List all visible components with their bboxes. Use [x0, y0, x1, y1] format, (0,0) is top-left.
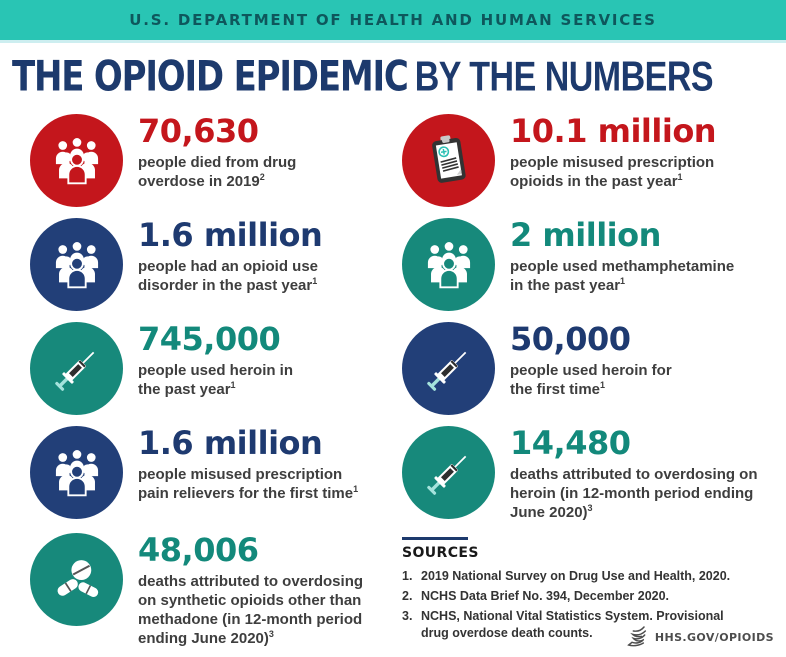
stat-description: people misused prescription opioids in the past year$^1$ [510, 154, 715, 191]
syringe-icon [46, 338, 108, 400]
stat-text [510, 218, 750, 311]
stat-icon-circle [30, 322, 123, 415]
stat-item [30, 533, 402, 648]
footnote-marker: 3 [587, 503, 593, 514]
stat-item [30, 426, 402, 522]
title-emphasis: THE OPIOID EPIDEMIC [12, 52, 408, 102]
stat-item [30, 322, 402, 415]
stat-number: 1.6 million [138, 216, 323, 255]
stat-text [510, 426, 782, 522]
stat-number: 50,000 [510, 320, 631, 359]
medical-clipboard-icon [418, 130, 480, 192]
source-text: 2019 National Survey on Drug Use and Health, 2020. [421, 569, 731, 584]
stat-text [138, 426, 376, 522]
stat-description: deaths attributed to overdosing on synthetic opioids other than methadone (in 12-month period ending June 2020)$^3$ [138, 572, 364, 647]
syringe-icon [418, 338, 480, 400]
stat-item [402, 322, 786, 415]
stat-icon-circle [402, 426, 495, 519]
stat-icon-circle [402, 322, 495, 415]
footnote-marker: 2 [259, 172, 265, 183]
title-rest: BY THE NUMBERS [414, 53, 714, 101]
source-text: NCHS Data Brief No. 394, December 2020. [421, 589, 670, 604]
stat-description: people died from drug overdose in 2019$^2$ [138, 154, 297, 191]
footnote-marker: 3 [268, 628, 274, 639]
stat-number: 745,000 [138, 320, 281, 359]
source-number: 3. [402, 608, 413, 623]
stat-description: people used heroin for the first time$^1$ [510, 362, 672, 399]
source-number: 1. [402, 569, 413, 584]
syringe-icon [418, 442, 480, 504]
footer-site-url: HHS.GOV/OPIOIDS [654, 630, 774, 644]
stat-text [138, 533, 378, 648]
footnote-marker: 1 [620, 276, 626, 287]
stat-item [30, 218, 402, 311]
stat-description: people misused prescription pain relievers for the first time$^1$ [138, 466, 359, 503]
source-item [402, 588, 754, 605]
page-title [12, 52, 786, 102]
people-group-icon [46, 234, 108, 296]
stat-number: 70,630 [138, 112, 259, 151]
source-item [402, 568, 754, 585]
stat-description: people used heroin in the past year$^1$ [138, 362, 294, 399]
people-group-icon [46, 130, 108, 192]
footnote-marker: 1 [312, 276, 318, 287]
stat-number: 1.6 million [138, 424, 323, 463]
hhs-header-bar [0, 0, 786, 43]
stat-item [30, 114, 402, 207]
stat-number: 14,480 [510, 424, 631, 463]
pills-icon [46, 549, 108, 611]
stat-text [510, 114, 745, 207]
source-text: NCHS, National Vital Statistics System. Provisional drug overdose death counts. [421, 608, 724, 640]
footer [626, 625, 774, 649]
footnote-marker: 1 [353, 484, 359, 495]
stat-number: 10.1 million [510, 112, 717, 151]
stat-item [402, 218, 786, 311]
hhs-eagle-logo-icon [626, 625, 650, 649]
footnote-marker: 1 [230, 380, 236, 391]
stat-description: deaths attributed to overdosing on heroin (in 12-month period ending June 2020)$^3$ [510, 466, 758, 522]
stat-icon-circle [402, 114, 495, 207]
stat-description: people had an opioid use disorder in the past year$^1$ [138, 258, 319, 295]
stat-text [138, 114, 323, 207]
footnote-marker: 1 [677, 172, 683, 183]
footnote-marker: 1 [600, 380, 606, 391]
stat-icon-circle [30, 114, 123, 207]
stat-icon-circle [30, 426, 123, 519]
stat-icon-circle [30, 218, 123, 311]
stat-description: people used methamphetamine in the past year$^1$ [510, 258, 735, 295]
stat-number: 2 million [510, 216, 661, 255]
stat-icon-circle [402, 218, 495, 311]
stat-text [138, 218, 353, 311]
department-name: U.S. DEPARTMENT OF HEALTH AND HUMAN SERVICES [129, 11, 657, 29]
people-group-icon [46, 442, 108, 504]
sources-rule [402, 537, 468, 540]
stat-icon-circle [30, 533, 123, 626]
stat-item [402, 114, 786, 207]
stats-grid [0, 110, 786, 648]
people-group-icon [418, 234, 480, 296]
source-number: 2. [402, 589, 413, 604]
stat-text [138, 322, 298, 415]
sources-heading: SOURCES [402, 545, 479, 562]
stat-text [510, 322, 675, 415]
stat-number: 48,006 [138, 531, 259, 570]
stat-item [402, 426, 786, 522]
